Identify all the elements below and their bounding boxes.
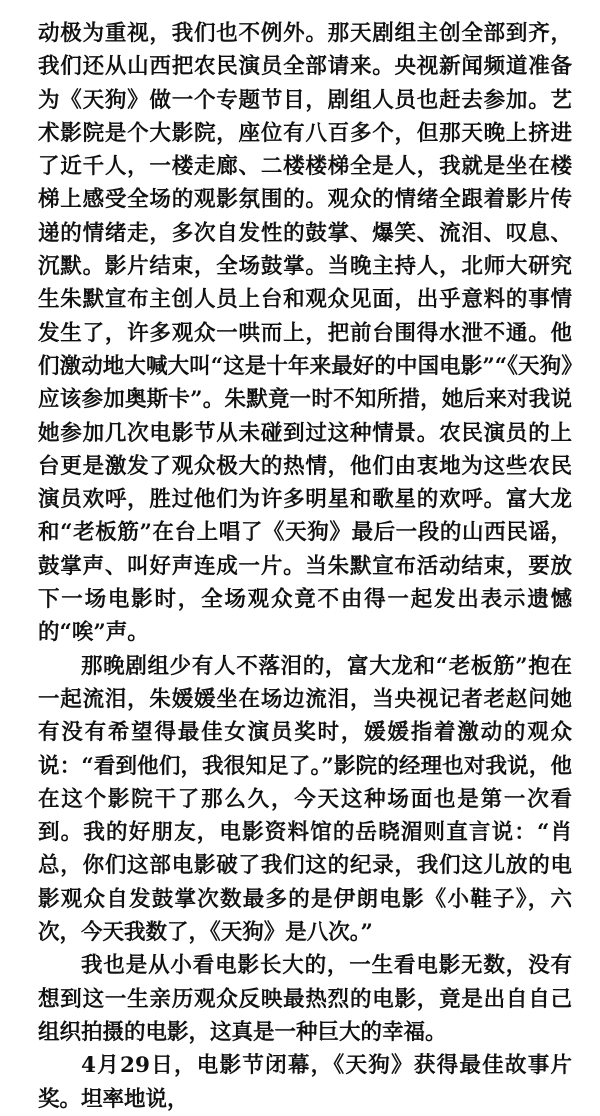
paragraph-2: 那晚剧组少有人不落泪的，富大龙和“老板筋”抱在一起流泪，朱媛媛坐在场边流泪，当央视记者老赵问她有没有希望得最佳女演员奖时，媛媛指着激动的观众说：“看到他们，我很知足了。”影院的经理也对我说，他在这个影院干了那么久，今天这种场面也是第一次看到。我的好朋友，电影资料馆的岳晓湄则直言说：“肖总，你们这部电影破了我们这的纪录，我们这儿放的电影观众自发鼓掌次数最多的是伊朗电影《小鞋子》，六次，今天我数了，《天狗》是八次。” (38, 653, 572, 946)
document-page (38, 17, 572, 1116)
paragraph-3: 我也是从小看电影长大的，一生看电影无数，没有想到这一生亲历观众反映最热烈的电影，竟是出自自己组织拍摄的电影，这真是一种巨大的幸福。 (38, 953, 572, 1045)
paragraph-4: 4月29日，电影节闭幕，《天狗》获得最佳故事片奖。坦率地说， (38, 1053, 572, 1112)
paragraph-1: 动极为重视，我们也不例外。那天剧组主创全部到齐，我们还从山西把农民演员全部请来。央视新闻频道准备为《天狗》做一个专题节目，剧组人员也赶去参加。艺术影院是个大影院，座位有八百多个，但那天晚上挤进了近千人，一楼走廊、二楼楼梯全是人，我就是坐在楼梯上感受全场的观影氛围的。观众的情绪全跟着影片传递的情绪走，多次自发性的鼓掌、爆笑、流泪、叹息、沉默。影片结束，全场鼓掌。当晚主持人，北师大研究生朱默宣布主创人员上台和观众见面，出乎意料的事情发生了，许多观众一哄而上，把前台围得水泄不通。他们激动地大喊大叫“这是十年来最好的中国电影”“《天狗》应该参加奥斯卡”。朱默竟一时不知所措，她后来对我说她参加几次电影节从未碰到过这种情景。农民演员的上台更是激发了观众极大的热情，他们由衷地为这些农民演员欢呼，胜过他们为许多明星和歌星的欢呼。富大龙和“老板筋”在台上唱了《天狗》最后一段的山西民谣，鼓掌声、叫好声连成一片。当朱默宣布活动结束，要放下一场电影时，全场观众竟不由得一起发出表示遗憾的“唉”声。 (38, 21, 572, 646)
